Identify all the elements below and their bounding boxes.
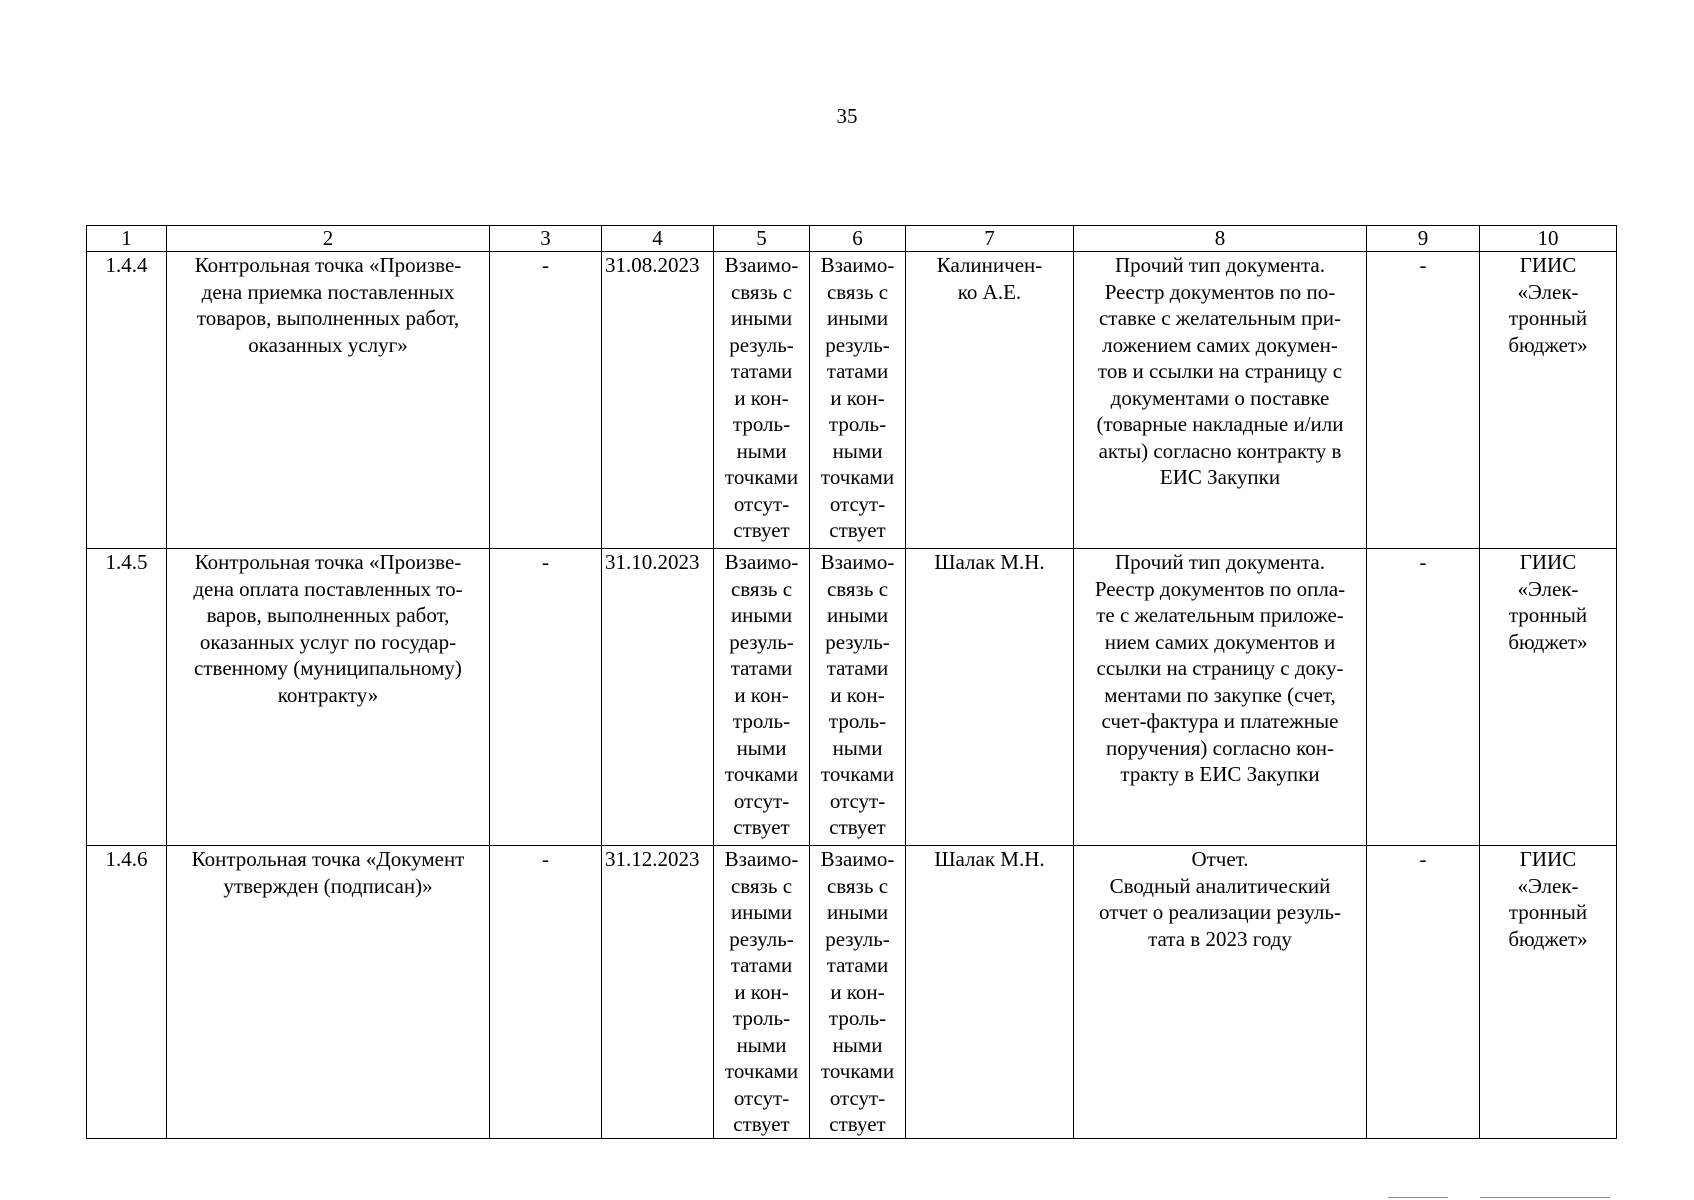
column-header: 2 <box>167 226 490 252</box>
document-type-cell: Прочий тип документа. Реестр документов по опла- те с желательным приложе- нием самих документов и ссылки на страницу с доку- ментами по закупке (счет, счет-фактура и платежные поручения) согласно кон- тракту в ЕИС Закупки <box>1074 549 1367 846</box>
column-header: 7 <box>906 226 1074 252</box>
start-date-cell: - <box>490 252 602 549</box>
start-date-cell: - <box>490 549 602 846</box>
scan-artifact-line <box>1480 1197 1610 1198</box>
end-date-cell: 31.12.2023 <box>602 846 714 1139</box>
column-header: 4 <box>602 226 714 252</box>
level-cell: - <box>1367 549 1480 846</box>
document-type-cell: Прочий тип документа. Реестр документов по по- ставке с желательным при- ложением самих докумен- тов и ссылки на страницу с документами о поставке (товарные накладные и/или акты) согласно контракту в ЕИС Закупки <box>1074 252 1367 549</box>
table-row <box>87 549 1617 846</box>
predecessor-cell: Взаимо- связь с иными резуль- татами и кон- троль- ными точками отсут- ствует <box>714 846 810 1139</box>
end-date-cell: 31.08.2023 <box>602 252 714 549</box>
event-name-cell: Контрольная точка «Произве- дена оплата поставленных то- варов, выполненных работ, оказанных услуг по государ- ственному (муниципальному) контракту» <box>167 549 490 846</box>
column-header: 9 <box>1367 226 1480 252</box>
responsible-cell: Калиничен- ко А.Е. <box>906 252 1074 549</box>
table-header-row <box>87 226 1617 252</box>
column-header: 1 <box>87 226 167 252</box>
row-number-cell: 1.4.4 <box>87 252 167 549</box>
table-row <box>87 846 1617 1139</box>
document-type-cell: Отчет. Сводный аналитический отчет о реализации резуль- тата в 2023 году <box>1074 846 1367 1139</box>
row-number-cell: 1.4.5 <box>87 549 167 846</box>
event-name-cell: Контрольная точка «Произве- дена приемка поставленных товаров, выполненных работ, оказанных услуг» <box>167 252 490 549</box>
predecessor-cell: Взаимо- связь с иными резуль- татами и кон- троль- ными точками отсут- ствует <box>714 252 810 549</box>
column-header: 10 <box>1480 226 1617 252</box>
information-system-cell: ГИИС «Элек- тронный бюджет» <box>1480 252 1617 549</box>
responsible-cell: Шалак М.Н. <box>906 846 1074 1139</box>
successor-cell: Взаимо- связь с иными резуль- татами и кон- троль- ными точками отсут- ствует <box>810 252 906 549</box>
information-system-cell: ГИИС «Элек- тронный бюджет» <box>1480 549 1617 846</box>
column-header: 8 <box>1074 226 1367 252</box>
row-number-cell: 1.4.6 <box>87 846 167 1139</box>
information-system-cell: ГИИС «Элек- тронный бюджет» <box>1480 846 1617 1139</box>
level-cell: - <box>1367 846 1480 1139</box>
responsible-cell: Шалак М.Н. <box>906 549 1074 846</box>
column-header: 3 <box>490 226 602 252</box>
successor-cell: Взаимо- связь с иными резуль- татами и кон- троль- ными точками отсут- ствует <box>810 549 906 846</box>
scan-artifact-line <box>1388 1197 1448 1198</box>
data-table <box>86 225 1617 1139</box>
column-header: 5 <box>714 226 810 252</box>
event-name-cell: Контрольная точка «Документ утвержден (подписан)» <box>167 846 490 1139</box>
predecessor-cell: Взаимо- связь с иными резуль- татами и кон- троль- ными точками отсут- ствует <box>714 549 810 846</box>
column-header: 6 <box>810 226 906 252</box>
page-number: 35 <box>836 104 858 128</box>
successor-cell: Взаимо- связь с иными резуль- татами и кон- троль- ными точками отсут- ствует <box>810 846 906 1139</box>
level-cell: - <box>1367 252 1480 549</box>
end-date-cell: 31.10.2023 <box>602 549 714 846</box>
start-date-cell: - <box>490 846 602 1139</box>
table-row <box>87 252 1617 549</box>
